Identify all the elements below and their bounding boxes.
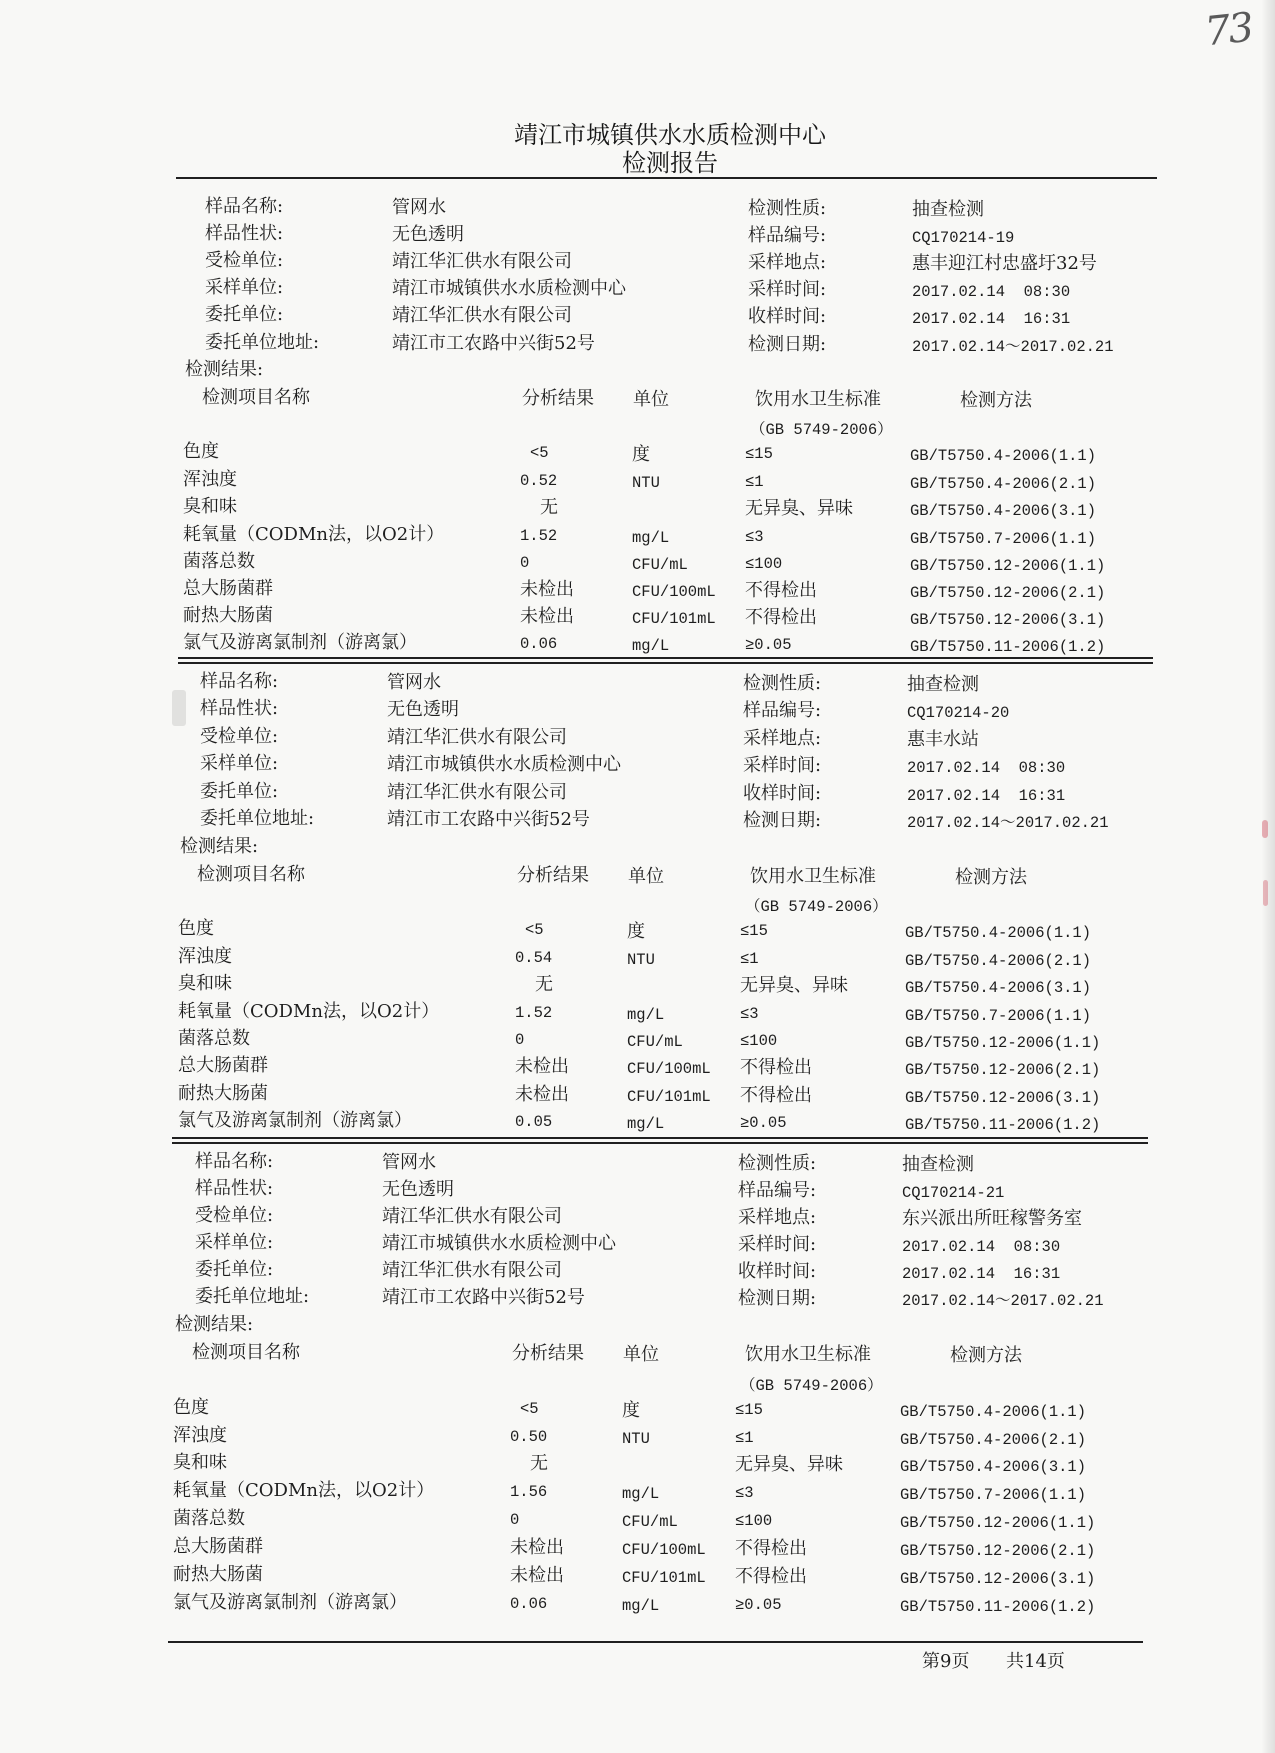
sampling-unit-value: 靖江市城镇供水水质检测中心 bbox=[387, 753, 621, 775]
sampling-location-label: 采样地点: bbox=[748, 252, 827, 274]
unit-value: CFU/101mL bbox=[627, 1087, 711, 1106]
method-value: GB/T5750.4-2006(1.1) bbox=[910, 446, 1097, 465]
standard-value: 不得检出 bbox=[740, 1057, 812, 1079]
result-value: 未检出 bbox=[515, 1056, 569, 1078]
result-value: 无 bbox=[535, 974, 553, 996]
method-value: GB/T5750.4-2006(2.1) bbox=[905, 951, 1092, 970]
bottom-rule bbox=[168, 1641, 1143, 1643]
standard-value: 不得检出 bbox=[735, 1566, 807, 1588]
standard-value: 不得检出 bbox=[745, 580, 817, 602]
item-name: 总大肠菌群 bbox=[178, 1054, 268, 1076]
result-value: 1.52 bbox=[515, 1004, 553, 1023]
sample-name-label: 样品名称: bbox=[195, 1151, 274, 1172]
column-header-result: 分析结果 bbox=[517, 865, 589, 887]
sample-name-label: 样品名称: bbox=[200, 671, 279, 692]
client-unit-label: 委托单位: bbox=[205, 304, 284, 325]
item-name: 菌落总数 bbox=[183, 550, 255, 572]
item-name: 总大肠菌群 bbox=[173, 1535, 263, 1557]
results-heading: 检测结果: bbox=[180, 835, 259, 857]
item-name: 臭和味 bbox=[178, 972, 232, 994]
unit-value: mg/L bbox=[632, 528, 670, 547]
test-date-value: 2017.02.14～2017.02.21 bbox=[912, 337, 1114, 356]
column-header-method: 检测方法 bbox=[960, 390, 1032, 411]
standard-value: 不得检出 bbox=[735, 1538, 807, 1560]
sample-id-label: 样品编号: bbox=[738, 1180, 817, 1202]
method-value: GB/T5750.12-2006(3.1) bbox=[905, 1088, 1101, 1107]
standard-value: 无异臭、异味 bbox=[735, 1454, 843, 1476]
method-value: GB/T5750.12-2006(3.1) bbox=[900, 1569, 1096, 1588]
item-name: 氯气及游离氯制剂（游离氯） bbox=[183, 631, 417, 653]
result-value: 0 bbox=[510, 1511, 520, 1530]
sampling-unit-label: 采样单位: bbox=[205, 277, 284, 298]
sample-appearance-label: 样品性状: bbox=[200, 698, 279, 719]
page-number: 第9页 bbox=[922, 1651, 970, 1672]
standard-value: ≤100 bbox=[735, 1512, 773, 1531]
result-value: 0 bbox=[515, 1031, 525, 1050]
method-value: GB/T5750.4-2006(3.1) bbox=[900, 1457, 1087, 1476]
result-value: 未检出 bbox=[510, 1537, 564, 1559]
sample-name-value: 管网水 bbox=[392, 196, 446, 218]
standard-value: 不得检出 bbox=[740, 1085, 812, 1107]
block-separator-line bbox=[178, 657, 1153, 659]
sample-appearance-label: 样品性状: bbox=[205, 223, 284, 244]
inspected-unit-value: 靖江华汇供水有限公司 bbox=[382, 1205, 562, 1227]
sampling-time-value: 2017.02.14 08:30 bbox=[912, 282, 1071, 301]
client-address-value: 靖江市工农路中兴街52号 bbox=[387, 808, 590, 830]
item-name: 总大肠菌群 bbox=[183, 577, 273, 599]
unit-value: CFU/101mL bbox=[622, 1568, 706, 1587]
column-header-unit: 单位 bbox=[628, 865, 664, 887]
receipt-time-value: 2017.02.14 16:31 bbox=[912, 309, 1071, 328]
result-value: 0.06 bbox=[520, 635, 558, 654]
column-header-standard: 饮用水卫生标准 bbox=[750, 866, 876, 888]
sampling-unit-value: 靖江市城镇供水水质检测中心 bbox=[392, 277, 626, 299]
column-header-result: 分析结果 bbox=[512, 1343, 584, 1365]
method-value: GB/T5750.12-2006(2.1) bbox=[905, 1060, 1101, 1079]
item-name: 臭和味 bbox=[173, 1451, 227, 1473]
method-value: GB/T5750.7-2006(1.1) bbox=[900, 1485, 1087, 1504]
standard-value: ≤15 bbox=[735, 1401, 763, 1420]
result-value: 1.56 bbox=[510, 1483, 548, 1502]
result-value: <5 bbox=[525, 921, 544, 940]
item-name: 耐热大肠菌 bbox=[173, 1563, 263, 1585]
column-header-item: 检测项目名称 bbox=[197, 864, 305, 885]
column-header-standard: 饮用水卫生标准 bbox=[755, 389, 881, 411]
result-value: 未检出 bbox=[520, 606, 574, 628]
receipt-time-value: 2017.02.14 16:31 bbox=[907, 786, 1066, 805]
standard-value: ≥0.05 bbox=[735, 1596, 782, 1615]
column-header-unit: 单位 bbox=[633, 388, 669, 410]
item-name: 菌落总数 bbox=[173, 1507, 245, 1529]
unit-value: CFU/100mL bbox=[627, 1059, 711, 1078]
column-header-method: 检测方法 bbox=[950, 1345, 1022, 1366]
column-header-standard-ref: （GB 5749-2006） bbox=[750, 421, 893, 440]
client-unit-label: 委托单位: bbox=[195, 1259, 274, 1280]
item-name: 浑浊度 bbox=[173, 1424, 227, 1446]
unit-value: CFU/101mL bbox=[632, 609, 716, 628]
result-value: 0.06 bbox=[510, 1595, 548, 1614]
results-heading: 检测结果: bbox=[185, 358, 264, 380]
method-value: GB/T5750.12-2006(1.1) bbox=[900, 1513, 1096, 1532]
standard-value: 不得检出 bbox=[745, 607, 817, 629]
sample-id-value: CQ170214-19 bbox=[912, 228, 1015, 247]
column-header-unit: 单位 bbox=[623, 1343, 659, 1365]
test-date-label: 检测日期: bbox=[748, 334, 827, 356]
sampling-location-value: 惠丰水站 bbox=[907, 728, 979, 750]
receipt-time-value: 2017.02.14 16:31 bbox=[902, 1264, 1061, 1283]
results-heading: 检测结果: bbox=[175, 1313, 254, 1335]
sample-appearance-value: 无色透明 bbox=[382, 1178, 454, 1200]
result-value: 未检出 bbox=[515, 1084, 569, 1106]
column-header-item: 检测项目名称 bbox=[202, 387, 310, 408]
sampling-location-value: 东兴派出所旺稼警务室 bbox=[902, 1207, 1082, 1229]
test-type-value: 抽查检测 bbox=[912, 198, 984, 220]
inspected-unit-label: 受检单位: bbox=[205, 250, 284, 271]
unit-value: 度 bbox=[622, 1399, 640, 1421]
method-value: GB/T5750.7-2006(1.1) bbox=[905, 1006, 1092, 1025]
unit-value: CFU/mL bbox=[632, 555, 688, 574]
sample-name-value: 管网水 bbox=[387, 671, 441, 693]
result-value: 未检出 bbox=[520, 579, 574, 601]
sample-id-value: CQ170214-20 bbox=[907, 703, 1010, 722]
item-name: 色度 bbox=[173, 1396, 209, 1418]
standard-value: ≥0.05 bbox=[745, 636, 792, 655]
column-header-method: 检测方法 bbox=[955, 867, 1027, 888]
test-date-label: 检测日期: bbox=[743, 810, 822, 832]
organization-name: 靖江市城镇供水水质检测中心 bbox=[514, 121, 826, 149]
standard-value: 无异臭、异味 bbox=[740, 975, 848, 997]
unit-value: NTU bbox=[622, 1429, 650, 1448]
unit-value: CFU/mL bbox=[622, 1512, 678, 1531]
sampling-time-value: 2017.02.14 08:30 bbox=[902, 1237, 1061, 1256]
sample-id-label: 样品编号: bbox=[748, 225, 827, 247]
sampling-unit-label: 采样单位: bbox=[200, 753, 279, 774]
block-separator-line bbox=[172, 1142, 1148, 1144]
method-value: GB/T5750.4-2006(3.1) bbox=[905, 978, 1092, 997]
method-value: GB/T5750.12-2006(3.1) bbox=[910, 610, 1106, 629]
standard-value: ≤3 bbox=[735, 1484, 754, 1503]
page-total: 共14页 bbox=[1006, 1651, 1065, 1672]
method-value: GB/T5750.4-2006(2.1) bbox=[900, 1430, 1087, 1449]
item-name: 臭和味 bbox=[183, 495, 237, 517]
client-address-label: 委托单位地址: bbox=[200, 808, 315, 829]
standard-value: ≤15 bbox=[740, 922, 768, 941]
sample-appearance-label: 样品性状: bbox=[195, 1178, 274, 1199]
scan-artifact bbox=[1263, 880, 1268, 906]
item-name: 浑浊度 bbox=[178, 945, 232, 967]
test-type-value: 抽查检测 bbox=[902, 1153, 974, 1175]
item-name: 耐热大肠菌 bbox=[178, 1082, 268, 1104]
inspected-unit-label: 受检单位: bbox=[200, 726, 279, 747]
inspected-unit-value: 靖江华汇供水有限公司 bbox=[392, 250, 572, 272]
unit-value: mg/L bbox=[622, 1596, 660, 1615]
unit-value: mg/L bbox=[627, 1005, 665, 1024]
item-name: 氯气及游离氯制剂（游离氯） bbox=[178, 1109, 412, 1131]
unit-value: NTU bbox=[627, 950, 655, 969]
sampling-time-label: 采样时间: bbox=[748, 279, 827, 301]
sampling-location-label: 采样地点: bbox=[743, 728, 822, 750]
result-value: 0.54 bbox=[515, 949, 553, 968]
receipt-time-label: 收样时间: bbox=[738, 1261, 817, 1283]
standard-value: ≤3 bbox=[745, 528, 764, 547]
sample-appearance-value: 无色透明 bbox=[387, 698, 459, 720]
item-name: 氯气及游离氯制剂（游离氯） bbox=[173, 1591, 407, 1613]
method-value: GB/T5750.12-2006(1.1) bbox=[910, 556, 1106, 575]
client-address-value: 靖江市工农路中兴街52号 bbox=[392, 332, 595, 354]
item-name: 耗氧量（CODMn法，以O2计） bbox=[173, 1479, 435, 1501]
result-value: <5 bbox=[530, 444, 549, 463]
sample-name-label: 样品名称: bbox=[205, 196, 284, 217]
scan-artifact bbox=[172, 690, 186, 726]
test-type-label: 检测性质: bbox=[748, 198, 827, 220]
standard-value: ≤1 bbox=[745, 473, 764, 492]
test-date-value: 2017.02.14～2017.02.21 bbox=[902, 1291, 1104, 1310]
test-date-label: 检测日期: bbox=[738, 1288, 817, 1310]
receipt-time-label: 收样时间: bbox=[743, 783, 822, 805]
result-value: 0 bbox=[520, 554, 530, 573]
result-value: 未检出 bbox=[510, 1565, 564, 1587]
client-address-label: 委托单位地址: bbox=[195, 1286, 310, 1307]
item-name: 色度 bbox=[183, 440, 219, 462]
standard-value: ≤100 bbox=[740, 1032, 778, 1051]
unit-value: mg/L bbox=[632, 636, 670, 655]
method-value: GB/T5750.4-2006(2.1) bbox=[910, 474, 1097, 493]
method-value: GB/T5750.12-2006(2.1) bbox=[900, 1541, 1096, 1560]
column-header-standard-ref: （GB 5749-2006） bbox=[740, 1377, 883, 1396]
method-value: GB/T5750.4-2006(1.1) bbox=[905, 923, 1092, 942]
item-name: 耐热大肠菌 bbox=[183, 604, 273, 626]
unit-value: mg/L bbox=[627, 1114, 665, 1133]
method-value: GB/T5750.11-2006(1.2) bbox=[910, 637, 1106, 656]
client-unit-value: 靖江华汇供水有限公司 bbox=[392, 304, 572, 326]
standard-value: ≤1 bbox=[735, 1429, 754, 1448]
item-name: 耗氧量（CODMn法，以O2计） bbox=[178, 1000, 440, 1022]
item-name: 色度 bbox=[178, 917, 214, 939]
sample-name-value: 管网水 bbox=[382, 1151, 436, 1173]
item-name: 菌落总数 bbox=[178, 1027, 250, 1049]
standard-value: ≤1 bbox=[740, 950, 759, 969]
client-address-label: 委托单位地址: bbox=[205, 332, 320, 353]
standard-value: ≤15 bbox=[745, 445, 773, 464]
standard-value: ≥0.05 bbox=[740, 1114, 787, 1133]
method-value: GB/T5750.4-2006(3.1) bbox=[910, 501, 1097, 520]
test-type-label: 检测性质: bbox=[738, 1153, 817, 1175]
inspected-unit-label: 受检单位: bbox=[195, 1205, 274, 1226]
unit-value: CFU/mL bbox=[627, 1032, 683, 1051]
sampling-time-value: 2017.02.14 08:30 bbox=[907, 758, 1066, 777]
item-name: 浑浊度 bbox=[183, 468, 237, 490]
test-date-value: 2017.02.14～2017.02.21 bbox=[907, 813, 1109, 832]
receipt-time-label: 收样时间: bbox=[748, 306, 827, 328]
method-value: GB/T5750.11-2006(1.2) bbox=[900, 1597, 1096, 1616]
test-type-label: 检测性质: bbox=[743, 673, 822, 695]
unit-value: CFU/100mL bbox=[632, 582, 716, 601]
unit-value: NTU bbox=[632, 473, 660, 492]
client-unit-value: 靖江华汇供水有限公司 bbox=[387, 781, 567, 803]
standard-value: ≤3 bbox=[740, 1005, 759, 1024]
client-unit-label: 委托单位: bbox=[200, 781, 279, 802]
result-value: 1.52 bbox=[520, 527, 558, 546]
client-address-value: 靖江市工农路中兴街52号 bbox=[382, 1286, 585, 1308]
sample-id-value: CQ170214-21 bbox=[902, 1183, 1005, 1202]
item-name: 耗氧量（CODMn法，以O2计） bbox=[183, 523, 445, 545]
column-header-standard: 饮用水卫生标准 bbox=[745, 1344, 871, 1366]
block-separator-line bbox=[178, 662, 1153, 664]
sampling-location-value: 惠丰迎江村忠盛圩32号 bbox=[912, 252, 1097, 274]
sampling-time-label: 采样时间: bbox=[738, 1234, 817, 1256]
standard-value: 无异臭、异味 bbox=[745, 498, 853, 520]
result-value: 0.50 bbox=[510, 1428, 548, 1447]
method-value: GB/T5750.11-2006(1.2) bbox=[905, 1115, 1101, 1134]
unit-value: CFU/100mL bbox=[622, 1540, 706, 1559]
report-title: 检测报告 bbox=[622, 149, 718, 177]
scan-edge-shadow bbox=[1261, 0, 1275, 1753]
scan-artifact bbox=[1262, 820, 1268, 838]
sampling-time-label: 采样时间: bbox=[743, 755, 822, 777]
method-value: GB/T5750.12-2006(1.1) bbox=[905, 1033, 1101, 1052]
result-value: 0.52 bbox=[520, 472, 558, 491]
sampling-unit-value: 靖江市城镇供水水质检测中心 bbox=[382, 1232, 616, 1254]
sampling-unit-label: 采样单位: bbox=[195, 1232, 274, 1253]
title-underline bbox=[176, 177, 1157, 179]
unit-value: mg/L bbox=[622, 1484, 660, 1503]
result-value: 无 bbox=[530, 1453, 548, 1475]
test-type-value: 抽查检测 bbox=[907, 673, 979, 695]
method-value: GB/T5750.4-2006(1.1) bbox=[900, 1402, 1087, 1421]
method-value: GB/T5750.12-2006(2.1) bbox=[910, 583, 1106, 602]
block-separator-line bbox=[172, 1137, 1148, 1139]
method-value: GB/T5750.7-2006(1.1) bbox=[910, 529, 1097, 548]
sampling-location-label: 采样地点: bbox=[738, 1207, 817, 1229]
column-header-result: 分析结果 bbox=[522, 388, 594, 410]
unit-value: 度 bbox=[627, 920, 645, 942]
result-value: <5 bbox=[520, 1400, 539, 1419]
result-value: 无 bbox=[540, 497, 558, 519]
unit-value: 度 bbox=[632, 443, 650, 465]
client-unit-value: 靖江华汇供水有限公司 bbox=[382, 1259, 562, 1281]
handwritten-page-number: 73 bbox=[1202, 4, 1255, 56]
inspected-unit-value: 靖江华汇供水有限公司 bbox=[387, 726, 567, 748]
sample-appearance-value: 无色透明 bbox=[392, 223, 464, 245]
sample-id-label: 样品编号: bbox=[743, 700, 822, 722]
standard-value: ≤100 bbox=[745, 555, 783, 574]
result-value: 0.05 bbox=[515, 1113, 553, 1132]
column-header-standard-ref: （GB 5749-2006） bbox=[745, 898, 888, 917]
column-header-item: 检测项目名称 bbox=[192, 1342, 300, 1363]
